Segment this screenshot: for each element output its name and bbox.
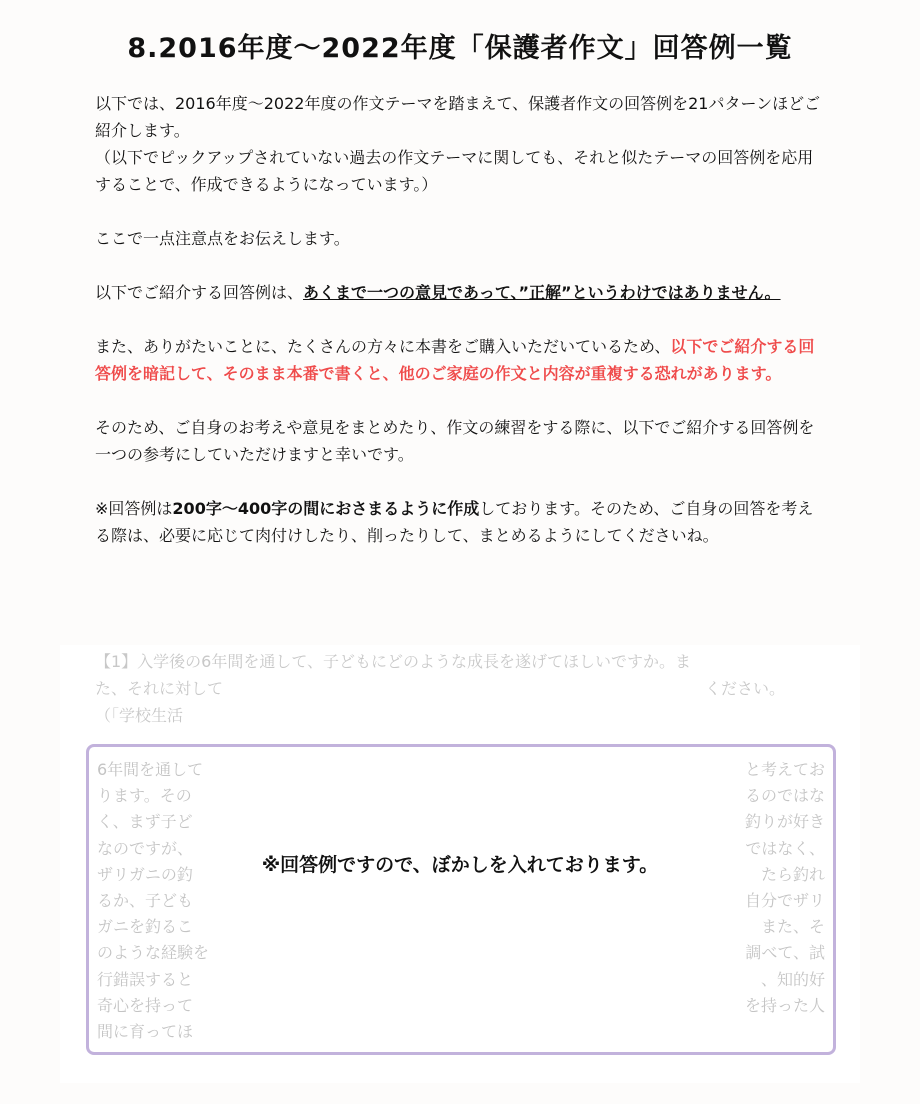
answer-fragment-left: く、まず子ど (97, 812, 193, 832)
caution-emphasis: あくまで一つの意見であって、”正解”というわけではありません。 (303, 283, 781, 302)
length-text-1: ※回答例は (95, 499, 173, 518)
length-emphasis: 200字〜400字の間におさまるように作成 (172, 499, 480, 518)
answer-line (97, 967, 825, 993)
answer-line (97, 888, 825, 914)
answer-fragment-right: たら釣れ (760, 864, 825, 884)
answer-fragment-left: ります。その (97, 786, 192, 806)
answer-fragment-right: 自分でザリ (744, 891, 825, 910)
caution-heading: ここで一点注意点をお伝えします。 (95, 229, 350, 248)
answer-fragment-left: ザリガニの釣 (97, 864, 193, 884)
answer-line (97, 993, 825, 1019)
answer-box (86, 744, 836, 1055)
answer-fragment-right: 釣りが好き (744, 812, 825, 832)
question-heading (95, 648, 825, 729)
answer-fragment-right: 、知的好 (760, 969, 825, 989)
intro-text-1: 以下では、2016年度〜2022年度の作文テーマを踏まえて、保護者作文の回答例を21パターンほどご紹介します。 (95, 94, 821, 140)
answer-fragment-left: 6年間を通して (97, 760, 204, 779)
answer-line (97, 757, 825, 783)
warning-emphasis: 以下でご紹介する回答例を暗記して、そのまま本番で書くと、他のご家庭の作文と内容が重複する恐れがあります。 (95, 337, 815, 383)
answer-line (97, 1019, 825, 1045)
answer-line (97, 809, 825, 835)
intro-text (95, 90, 825, 576)
warning-text: また、ありがたいことに、たくさんの方々に本書をご購入いただいているため、 (95, 337, 671, 356)
page-title: 8.2016年度〜2022年度「保護者作文」回答例一覧 (127, 33, 793, 64)
intro-text-2: （以下でピックアップされていない過去の作文テーマに関しても、それと似たテーマの回答例を応用することで、作成できるようになっています。） (95, 148, 814, 194)
length-paragraph (95, 495, 825, 549)
answer-fragment-right: また、そ (760, 917, 825, 937)
question-fragment: ください。 (704, 679, 785, 698)
answer-fragment-right: を持った人 (744, 995, 825, 1015)
question-line (95, 675, 825, 702)
answer-fragment-left: るか、子ども (97, 891, 194, 910)
blur-notice: ※回答例ですので、ぼかしを入れております。 (261, 854, 659, 876)
answer-fragment-right: 調べて、試 (745, 943, 825, 963)
answer-fragment-left: なのですが、 (97, 838, 194, 858)
intro-paragraph (95, 90, 825, 198)
answer-fragment-left: のような経験を (97, 943, 210, 963)
question-fragment: た、それに対して (95, 679, 224, 698)
question-line: 【1】入学後の6年間を通して、子どもにどのような成長を遂げてほしいですか。ま (95, 652, 692, 671)
answer-fragment-right: ではなく、 (745, 838, 825, 858)
usage-paragraph: そのため、ご自身のお考えや意見をまとめたり、作文の練習をする際に、以下でご紹介する回答例を一つの参考にしていただけますと幸いです。 (95, 418, 815, 464)
answer-line (97, 914, 825, 940)
warning-paragraph (95, 333, 825, 387)
answer-fragment-left: ガニを釣るこ (97, 917, 194, 937)
question-line: （「学校生活 (95, 706, 184, 725)
answer-fragment-left: 奇心を持って (97, 995, 194, 1015)
caution-paragraph (95, 279, 825, 306)
answer-fragment-right: るのではな (744, 786, 825, 806)
answer-line (97, 940, 825, 966)
answer-fragment-left: 行錯誤すると (97, 969, 194, 989)
caution-text: 以下でご紹介する回答例は、 (95, 283, 304, 302)
answer-fragment-right: と考えてお (744, 760, 825, 779)
answer-line (97, 783, 825, 809)
answer-fragment-left: 間に育ってほ (97, 1022, 194, 1041)
length-text-2: しております。そのため、ご自身の回答を考える際は、必要に応じて肉付けしたり、削ったりして、まとめるようにしてくださいね。 (95, 499, 814, 545)
